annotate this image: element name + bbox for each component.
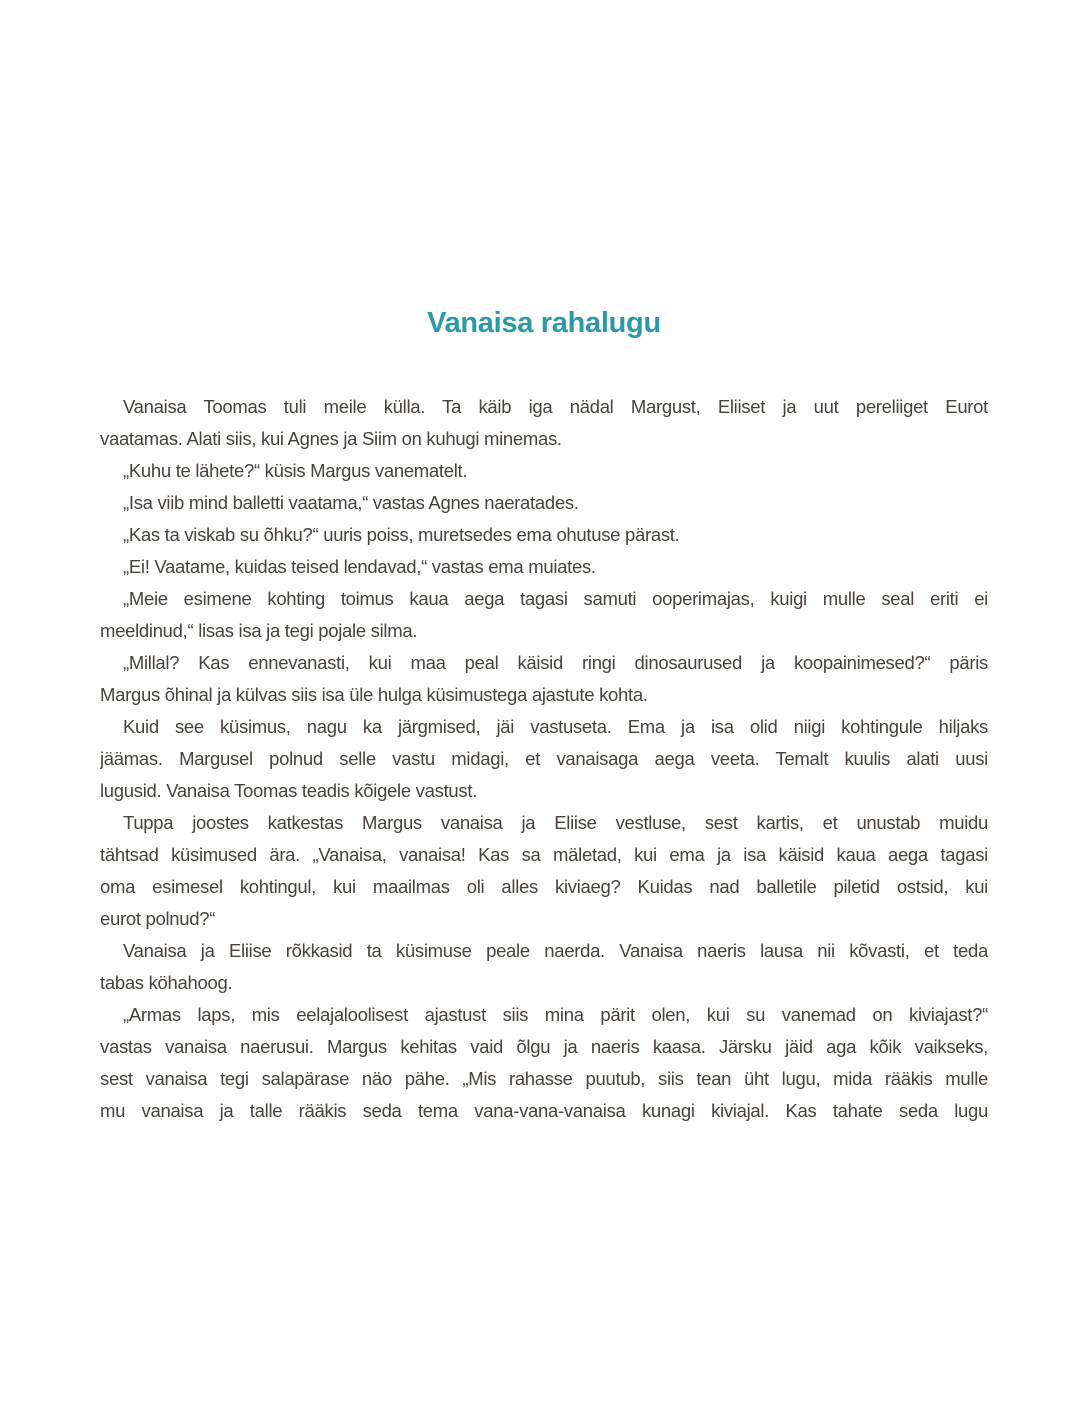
text-line: mu vanaisa ja talle rääkis seda tema vana-vana-vanaisa kunagi kiviajal. Kas tahate seda lugu bbox=[100, 1100, 988, 1121]
paragraph bbox=[100, 807, 988, 935]
story-text bbox=[100, 391, 988, 1127]
text-line: eurot polnud?“ bbox=[100, 908, 216, 929]
text-line: tähtsad küsimused ära. „Vanaisa, vanaisa! Kas sa mäletad, kui ema ja isa käisid kaua aega tagasi bbox=[100, 844, 988, 865]
text-line: jäämas. Margusel polnud selle vastu midagi, et vanaisaga aega veeta. Temalt kuulis alati uusi bbox=[100, 748, 988, 769]
text-line: „Meie esimene kohting toimus kaua aega tagasi samuti ooperimajas, kuigi mulle seal eriti ei bbox=[123, 588, 988, 609]
paragraph bbox=[100, 935, 988, 999]
paragraph bbox=[100, 487, 988, 519]
text-line: vaatamas. Alati siis, kui Agnes ja Siim on kuhugi minemas. bbox=[100, 428, 562, 449]
text-line: tabas köhahoog. bbox=[100, 972, 233, 993]
paragraph bbox=[100, 583, 988, 647]
text-line: „Kuhu te lähete?“ küsis Margus vanematelt. bbox=[123, 460, 468, 481]
paragraph bbox=[100, 711, 988, 807]
paragraph bbox=[100, 391, 988, 455]
text-line: „Millal? Kas ennevanasti, kui maa peal käisid ringi dinosaurused ja koopainimesed?“ päris bbox=[123, 652, 988, 673]
text-line: oma esimesel kohtingul, kui maailmas oli alles kiviaeg? Kuidas nad balletile piletid ostsid, kui bbox=[100, 876, 988, 897]
paragraph bbox=[100, 551, 988, 583]
text-line: Vanaisa Toomas tuli meile külla. Ta käib iga nädal Margust, Eliiset ja uut pereliiget Eurot bbox=[123, 396, 988, 417]
text-line: meeldinud,“ lisas isa ja tegi pojale silma. bbox=[100, 620, 418, 641]
paragraph bbox=[100, 999, 988, 1127]
text-line: vastas vanaisa naerusui. Margus kehitas vaid õlgu ja naeris kaasa. Järsku jäid aga kõik vaikseks, bbox=[100, 1036, 988, 1057]
text-line: „Ei! Vaatame, kuidas teised lendavad,“ vastas ema muiates. bbox=[123, 556, 596, 577]
text-line: Tuppa joostes katkestas Margus vanaisa ja Eliise vestluse, sest kartis, et unustab muidu bbox=[123, 812, 988, 833]
paragraph bbox=[100, 455, 988, 487]
text-line: „Armas laps, mis eelajaloolisest ajastust siis mina pärit olen, kui su vanemad on kiviajast?“ bbox=[123, 1004, 988, 1025]
page-title: Vanaisa rahalugu bbox=[427, 307, 661, 340]
text-line: Margus õhinal ja külvas siis isa üle hulga küsimustega ajastute kohta. bbox=[100, 684, 648, 705]
text-line: Kuid see küsimus, nagu ka järgmised, jäi vastuseta. Ema ja isa olid niigi kohtingule hiljaks bbox=[123, 716, 988, 737]
paragraph bbox=[100, 647, 988, 711]
text-line: „Isa viib mind balletti vaatama,“ vastas Agnes naeratades. bbox=[123, 492, 579, 513]
text-line: „Kas ta viskab su õhku?“ uuris poiss, muretsedes ema ohutuse pärast. bbox=[123, 524, 680, 545]
paragraph bbox=[100, 519, 988, 551]
text-line: Vanaisa ja Eliise rõkkasid ta küsimuse peale naerda. Vanaisa naeris lausa nii kõvasti, et teda bbox=[123, 940, 988, 961]
text-line: sest vanaisa tegi salapärase näo pähe. „Mis rahasse puutub, siis tean üht lugu, mida rääkis mulle bbox=[100, 1068, 988, 1089]
text-line: lugusid. Vanaisa Toomas teadis kõigele vastust. bbox=[100, 780, 478, 801]
